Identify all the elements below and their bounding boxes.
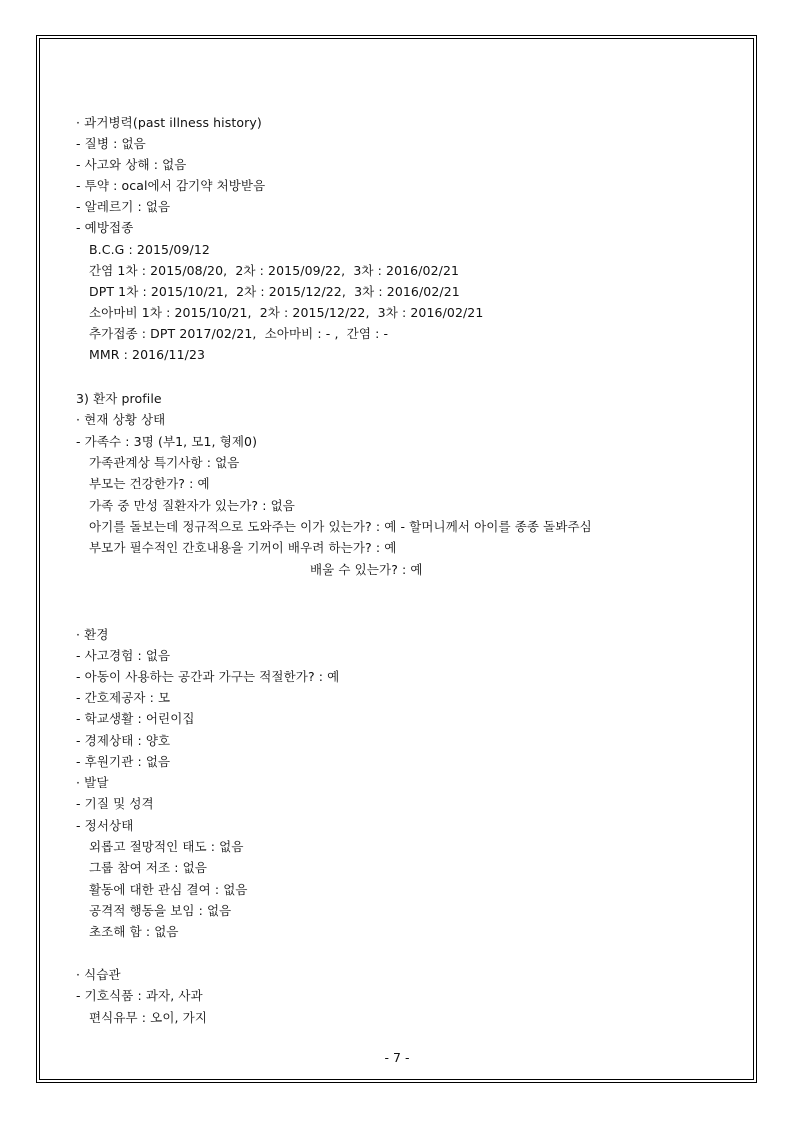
family-size: - 가족수 : 3명 (부1, 모1, 형제0)	[76, 434, 258, 449]
vaccination-mmr: MMR : 2016/11/23	[89, 347, 206, 362]
able-learn: 배울 수 있는가? : 예	[310, 562, 423, 577]
vaccination-polio: 소아마비 1차 : 2015/10/21, 2차 : 2015/12/22, 3차 : 2016/02/21	[89, 305, 484, 320]
environment-care-provider: - 간호제공자 : 모	[76, 690, 171, 705]
vaccination-bcg: B.C.G : 2015/09/12	[89, 242, 210, 257]
past-history-disease: - 질병 : 없음	[76, 136, 146, 151]
development-emotion: - 정서상태	[76, 818, 134, 833]
environment-support: - 후원기관 : 없음	[76, 754, 171, 769]
environment-title: · 환경	[76, 627, 109, 642]
vaccination-booster: 추가접종 : DPT 2017/02/21, 소아마비 : - , 간염 : -	[89, 326, 389, 341]
willing-learn: 부모가 필수적인 간호내용을 기꺼이 배우려 하는가? : 예	[89, 540, 397, 555]
vaccination-dpt: DPT 1차 : 2015/10/21, 2차 : 2015/12/22, 3차 : 2016/02/21	[89, 284, 460, 299]
environment-space: - 아동이 사용하는 공간과 가구는 적절한가? : 예	[76, 669, 340, 684]
development-lonely: 외롭고 절망적인 태도 : 없음	[89, 839, 244, 854]
caregiver: 아기를 돌보는데 정규적으로 도와주는 이가 있는가? : 예 - 할머니께서 아이를 종종 돌봐주심	[89, 519, 592, 534]
past-history-accident: - 사고와 상해 : 없음	[76, 157, 187, 172]
family-relation: 가족관계상 특기사항 : 없음	[89, 455, 240, 470]
past-history-title: · 과거병력(past illness history)	[76, 115, 262, 130]
profile-title: 3) 환자 profile	[76, 391, 162, 406]
development-title: · 발달	[76, 775, 109, 790]
development-anxious: 초조해 함 : 없음	[89, 924, 179, 939]
current-status-title: · 현재 상황 상태	[76, 412, 166, 427]
environment-accident: - 사고경험 : 없음	[76, 648, 171, 663]
environment-economy: - 경제상태 : 양호	[76, 733, 171, 748]
development-aggressive: 공격적 행동을 보임 : 없음	[89, 903, 232, 918]
environment-school: - 학교생활 : 어린이집	[76, 711, 195, 726]
diet-preferred: - 기호식품 : 과자, 사과	[76, 988, 203, 1003]
chronic-patient: 가족 중 만성 질환자가 있는가? : 없음	[89, 498, 295, 513]
parents-health: 부모는 건강한가? : 예	[89, 476, 210, 491]
diet-title: · 식습관	[76, 967, 121, 982]
diet-picky: 편식유무 : 오이, 가지	[89, 1010, 208, 1025]
past-history-allergy: - 알레르기 : 없음	[76, 199, 171, 214]
development-temperament: - 기질 및 성격	[76, 796, 154, 811]
past-history-medication: - 투약 : ocal에서 감기약 처방받음	[76, 178, 266, 193]
page-number: - 7 -	[384, 1050, 410, 1065]
vaccination-title: - 예방접종	[76, 220, 134, 235]
development-interest: 활동에 대한 관심 결여 : 없음	[89, 882, 248, 897]
development-group: 그룹 참여 저조 : 없음	[89, 860, 208, 875]
vaccination-hepatitis: 간염 1차 : 2015/08/20, 2차 : 2015/09/22, 3차 : 2016/02/21	[89, 263, 460, 278]
